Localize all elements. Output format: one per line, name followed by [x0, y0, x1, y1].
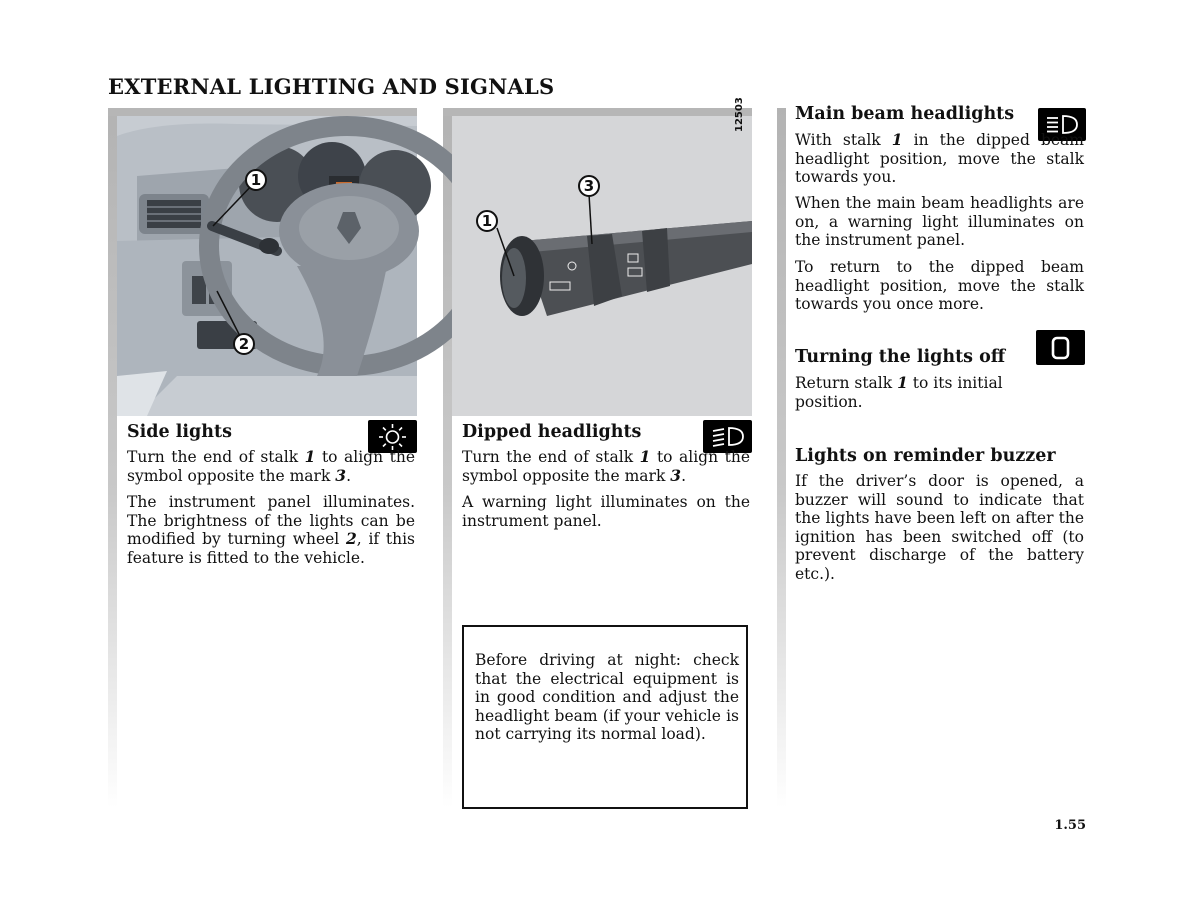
page-title: EXTERNAL LIGHTING AND SIGNALS — [108, 74, 555, 99]
side-lights-heading: Side lights — [127, 422, 232, 442]
column-1-bar — [108, 108, 117, 808]
callout-2: 2 — [238, 335, 250, 353]
callout-3: 3 — [583, 177, 595, 195]
night-driving-notice — [462, 625, 748, 809]
reminder-para: If the driver’s door is opened, a buzzer will sound to indicate that the lights have been left on after the ignition has been switched off (to prevent discharge of the battery etc.). — [795, 472, 1084, 583]
lights-off-heading: Turning the lights off — [795, 347, 1006, 367]
reminder-heading: Lights on reminder buzzer — [795, 446, 1056, 466]
page-number: 1.55 — [1054, 818, 1086, 833]
callout-1: 1 — [250, 171, 262, 189]
side-lights-para-2: The instrument panel illuminates. The brightness of the lights can be modified by turning wheel 2, if this feature is fitted to the vehicle. — [127, 493, 415, 567]
notice-text: Before driving at night: check that the electrical equipment is in good condition and adjust the headlight beam (if your vehicle is not carrying its normal load). — [475, 651, 739, 744]
column-1-top-bar — [108, 108, 417, 116]
main-beam-para-2: When the main beam headlights are on, a warning light illuminates on the instrument panel. — [795, 194, 1084, 250]
dipped-headlights-heading: Dipped headlights — [462, 422, 642, 442]
dipped-headlights-para-1: Turn the end of stalk 1 to align the symbol opposite the mark 3. — [462, 447, 750, 485]
stalk-illustration — [452, 97, 752, 416]
main-beam-para-3: To return to the dipped beam headlight position, move the stalk towards you once more. — [795, 258, 1084, 314]
lights-off-icon — [1036, 330, 1085, 365]
main-beam-para-1: With stalk 1 in the dipped beam headlight position, move the stalk towards you. — [795, 130, 1084, 187]
illustration-code: 12503 — [734, 97, 745, 132]
dipped-headlights-para-2: A warning light illuminates on the instrument panel. — [462, 493, 750, 530]
side-lights-para-1: Turn the end of stalk 1 to align the symbol opposite the mark 3. — [127, 447, 415, 485]
dashboard-illustration — [117, 116, 417, 416]
lights-off-para: Return stalk 1 to its initial position. — [795, 373, 1003, 411]
callout-1: 1 — [481, 212, 493, 230]
column-3-bar — [777, 108, 786, 808]
column-2-bar — [443, 108, 452, 808]
column-2-top-bar — [443, 108, 752, 116]
main-beam-heading: Main beam headlights — [795, 104, 1015, 124]
